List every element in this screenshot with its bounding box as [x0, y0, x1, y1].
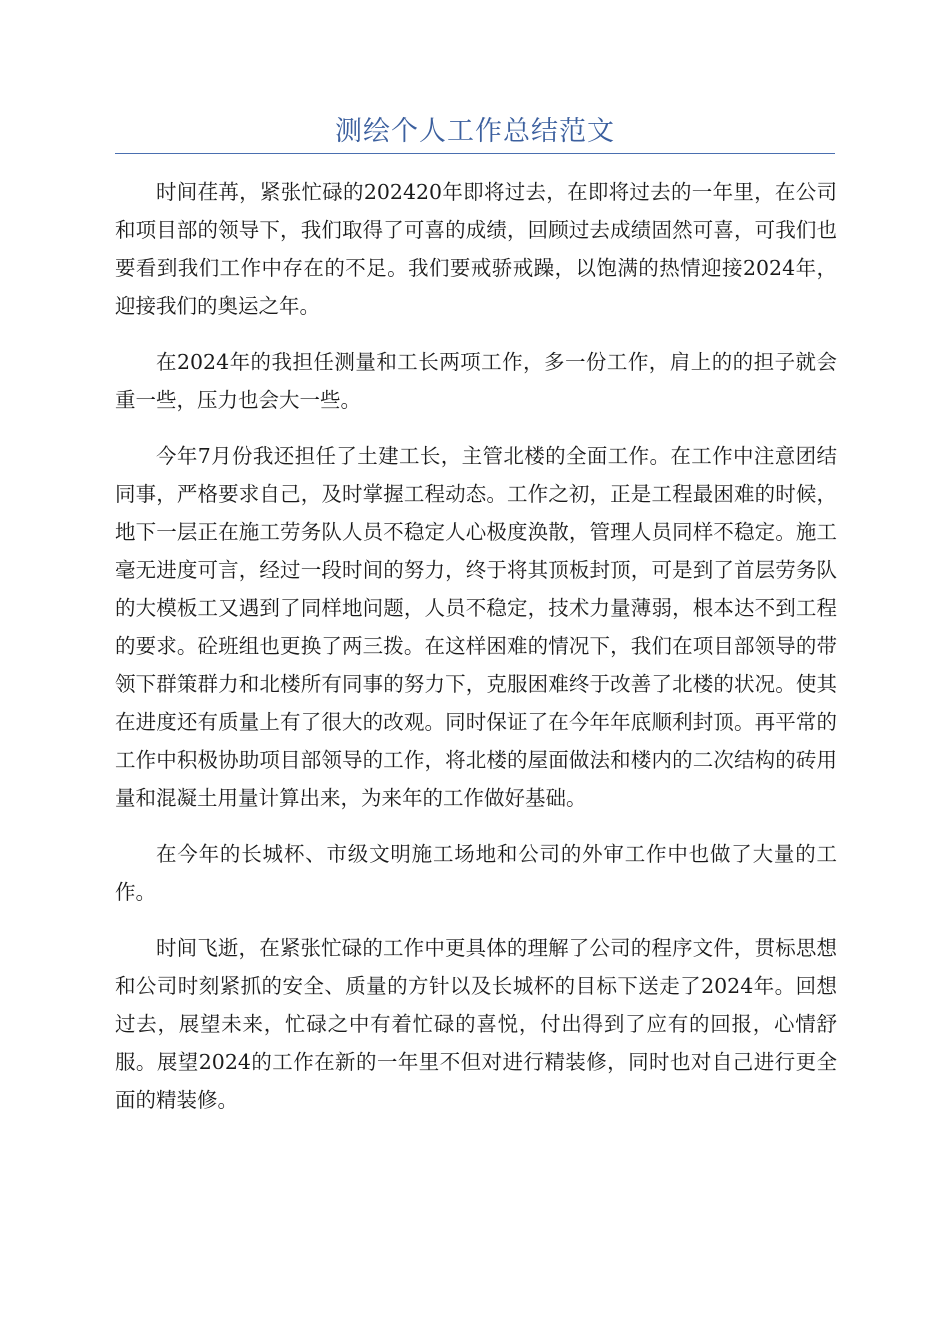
- paragraph-2: 在2024年的我担任测量和工长两项工作，多一份工作，肩上的的担子就会重一些，压力也会大一些。: [115, 350, 837, 412]
- document-title: 测绘个人工作总结范文: [335, 116, 615, 147]
- paragraph-3: 今年7月份我还担任了土建工长，主管北楼的全面工作。在工作中注意团结同事，严格要求自己，及时掌握工程动态。工作之初，正是工程最困难的时候，地下一层正在施工劳务队人员不稳定人心极度涣散，管理人员同样不稳定。施工毫无进度可言，经过一段时间的努力，终于将其顶板封顶，可是到了首层劳务队的大模板工又遇到了同样地问题，人员不稳定，技术力量薄弱，根本达不到工程的要求。砼班组也更换了两三拨。在这样困难的情况下，我们在项目部领导的带领下群策群力和北楼所有同事的努力下，克服困难终于改善了北楼的状况。使其在进度还有质量上有了很大的改观。同时保证了在今年年底顺利封顶。再平常的工作中积极协助项目部领导的工作，将北楼的屋面做法和楼内的二次结构的砖用量和混凝土用量计算出来，为来年的工作做好基础。: [115, 444, 837, 810]
- title-underline: [115, 153, 835, 154]
- paragraph-5: 时间飞逝，在紧张忙碌的工作中更具体的理解了公司的程序文件，贯标思想和公司时刻紧抓的安全、质量的方针以及长城杯的目标下送走了2024年。回想过去，展望未来，忙碌之中有着忙碌的喜悦，付出得到了应有的回报，心情舒服。展望2024的工作在新的一年里不但对进行精装修，同时也对自己进行更全面的精装修。: [115, 936, 837, 1112]
- paragraph-4: 在今年的长城杯、市级文明施工场地和公司的外审工作中也做了大量的工作。: [115, 842, 837, 904]
- document-body: [115, 173, 837, 1137]
- paragraph-1: 时间荏苒，紧张忙碌的202420年即将过去，在即将过去的一年里，在公司和项目部的领导下，我们取得了可喜的成绩，回顾过去成绩固然可喜，可我们也要看到我们工作中存在的不足。我们要戒骄戒躁，以饱满的热情迎接2024年，迎接我们的奥运之年。: [115, 180, 837, 318]
